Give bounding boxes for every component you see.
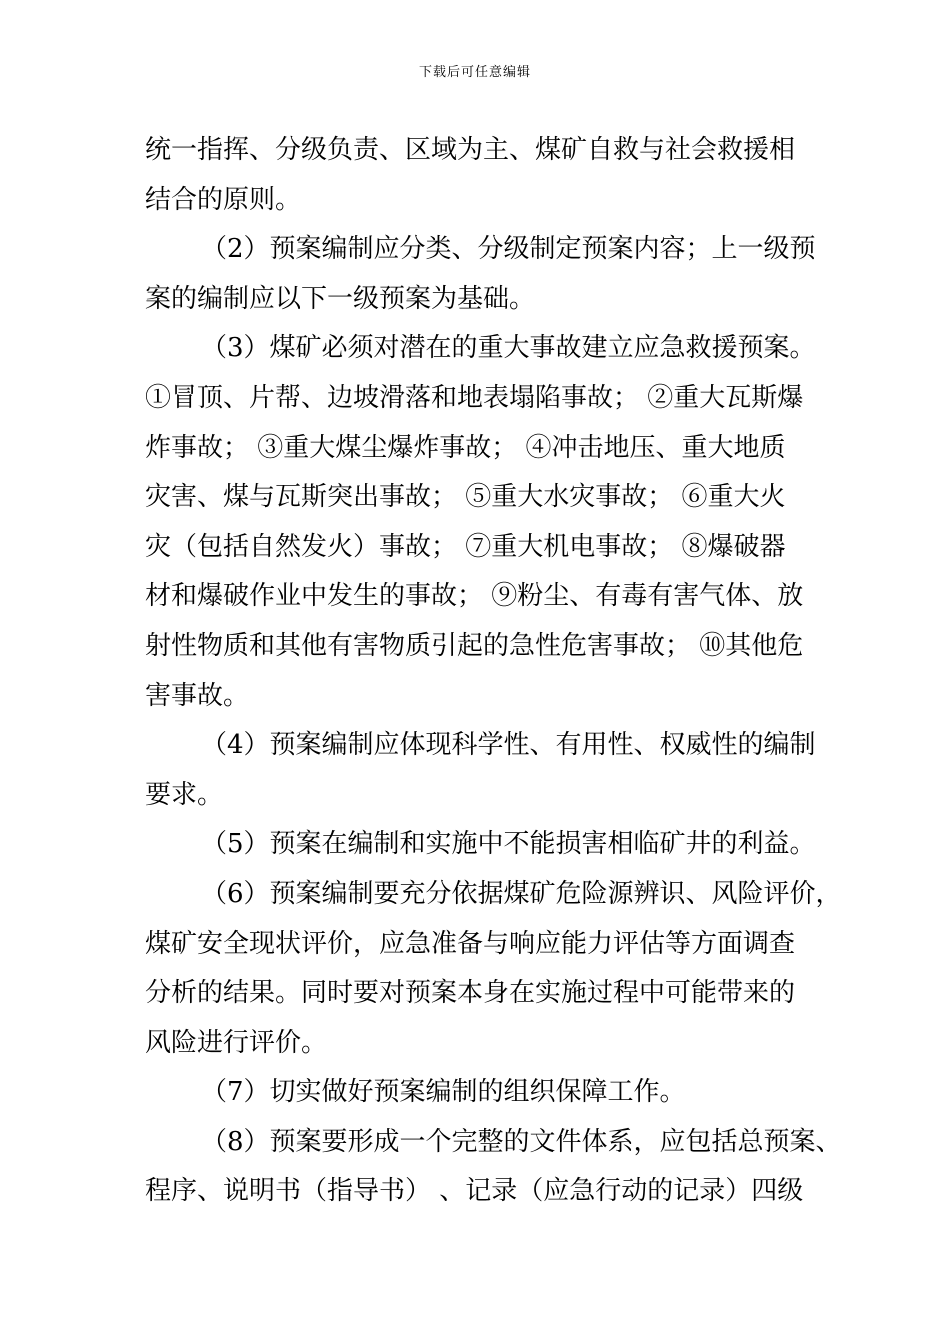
text-line: （3）煤矿必须对潜在的重大事故建立应急救援预案。: [201, 333, 816, 364]
page-header-note: 下载后可任意编辑: [418, 65, 531, 80]
text-line: 程序、说明书（指导书） 、记录（应急行动的记录）四级: [145, 1176, 804, 1207]
text-line: 灾害、煤与瓦斯突出事故； ⑤重大水灾事故； ⑥重大火: [145, 482, 786, 513]
text-line: （6）预案编制要充分依据煤矿危险源辨识、风险评价，: [201, 878, 842, 909]
text-line: （8）预案要形成一个完整的文件体系，应包括总预案、: [201, 1126, 842, 1157]
text-line: 案的编制应以下一级预案为基础。: [145, 283, 536, 314]
document-body: [145, 126, 842, 1217]
text-line: （5）预案在编制和实施中不能损害相临矿井的利益。: [201, 829, 816, 860]
text-line: 结合的原则。: [145, 184, 302, 215]
text-line: （2）预案编制应分类、分级制定预案内容；上一级预: [201, 234, 816, 265]
text-line: ①冒顶、片帮、边坡滑落和地表塌陷事故； ②重大瓦斯爆: [145, 382, 804, 413]
text-line: 分析的结果。同时要对预案本身在实施过程中可能带来的: [145, 978, 796, 1009]
text-line: 统一指挥、分级负责、区域为主、煤矿自救与社会救援相: [145, 135, 796, 165]
text-line: 灾（包括自然发火）事故； ⑦重大机电事故； ⑧爆破器: [145, 531, 786, 562]
text-line: 材和爆破作业中发生的事故； ⑨粉尘、有毒有害气体、放: [145, 581, 804, 612]
text-line: （4）预案编制应体现科学性、有用性、权威性的编制: [201, 730, 816, 761]
text-line: 煤矿安全现状评价，应急准备与响应能力评估等方面调查: [145, 928, 796, 959]
text-line: 炸事故； ③重大煤尘爆炸事故； ④冲击地压、重大地质: [145, 432, 786, 463]
text-line: 风险进行评价。: [145, 1027, 328, 1058]
text-line: 射性物质和其他有害物质引起的急性危害事故； ⑩其他危: [145, 630, 804, 661]
text-line: （7）切实做好预案编制的组织保障工作。: [201, 1077, 686, 1108]
text-line: 害事故。: [145, 680, 250, 711]
text-line: 要求。: [145, 779, 224, 810]
